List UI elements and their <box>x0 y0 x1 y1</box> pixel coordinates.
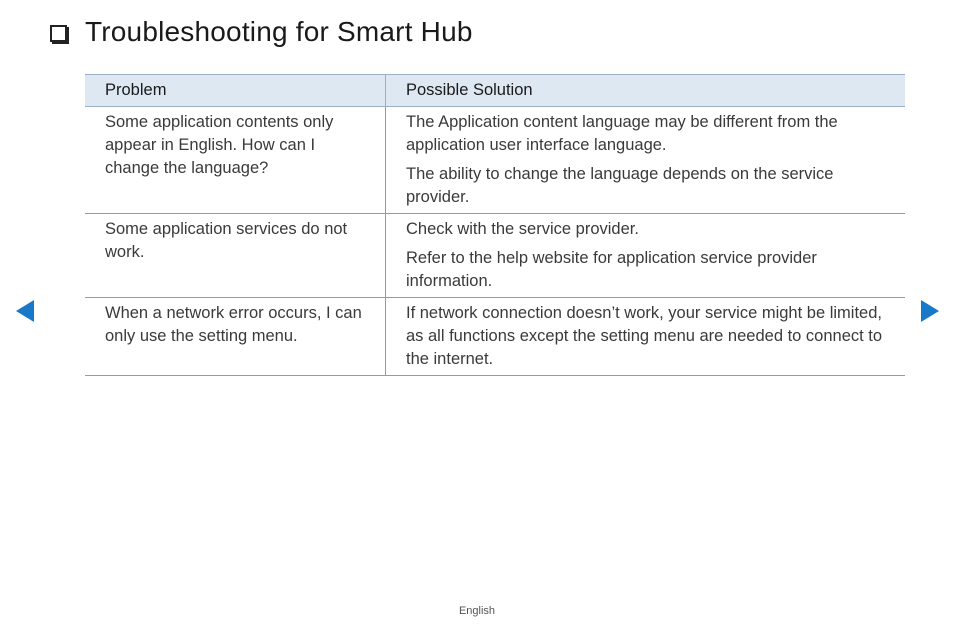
table-row <box>85 298 905 376</box>
checkbox-square-icon <box>50 25 67 42</box>
troubleshooting-table <box>85 74 905 376</box>
table-header-row <box>85 75 905 107</box>
solution-text: Check with the service provider. <box>406 220 639 238</box>
table-row <box>85 107 905 214</box>
problem-cell <box>85 107 386 214</box>
solution-text: Refer to the help website for application service provider information. <box>406 249 817 290</box>
page-header <box>50 12 473 52</box>
solution-cell <box>386 214 906 298</box>
triangle-right-icon[interactable] <box>921 300 939 322</box>
column-header-solution: Possible Solution <box>386 75 906 107</box>
page-title: Troubleshooting for Smart Hub <box>85 16 473 47</box>
solution-text: The ability to change the language depends on the service provider. <box>406 165 834 206</box>
problem-text: Some application services do not work. <box>105 220 348 261</box>
solution-cell <box>386 107 906 214</box>
problem-cell <box>85 214 386 298</box>
column-header-problem: Problem <box>85 75 386 107</box>
problem-text: Some application contents only appear in English. How can I change the language? <box>105 113 334 177</box>
footer-language: English <box>458 605 496 617</box>
problem-cell <box>85 298 386 376</box>
solution-text: The Application content language may be different from the application user interface language. <box>406 113 838 154</box>
table-row <box>85 214 905 298</box>
solution-text: If network connection doesn’t work, your service might be limited, as all functions except the setting menu are needed to connect to the internet. <box>406 304 883 368</box>
problem-text: When a network error occurs, I can only use the setting menu. <box>105 304 362 345</box>
triangle-left-icon[interactable] <box>16 300 34 322</box>
solution-cell <box>386 298 906 376</box>
